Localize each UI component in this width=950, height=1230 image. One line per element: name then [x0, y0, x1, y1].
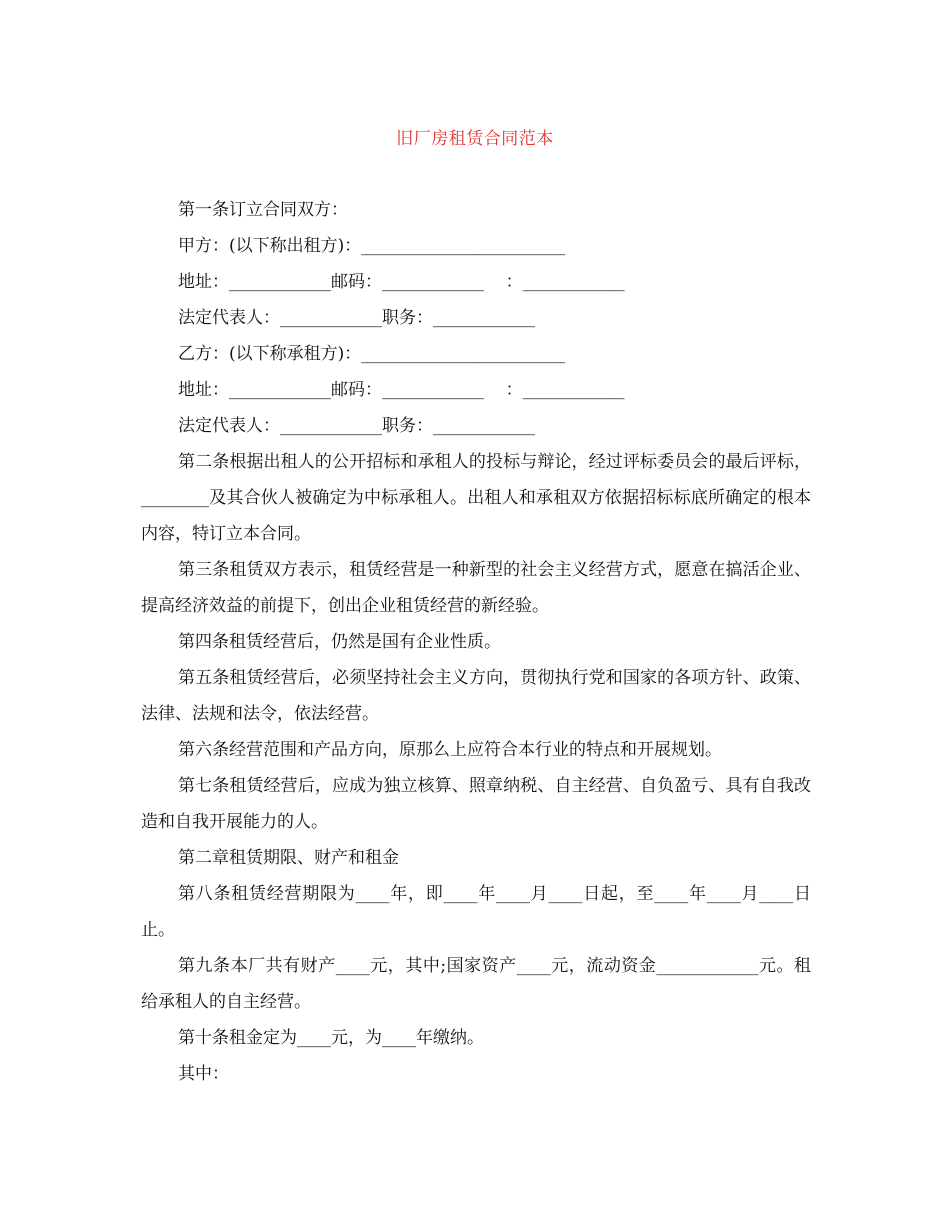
party-b-representative-line: 法定代表人：____________职务：____________ [178, 416, 535, 436]
article-6: 第六条经营范围和产品方向，原那么上应符合本行业的特点和开展规划。 [178, 740, 722, 760]
article-3: 第三条租赁双方表示，租赁经营是一种新型的社会主义经营方式，愿意在搞活企业、提高经济效益的前提下，创出企业租赁经营的新经验。 [141, 560, 811, 616]
article-9: 第九条本厂共有财产____元，其中;国家资产____元，流动资金____________元。租给承租人的自主经营。 [141, 956, 811, 1012]
party-b-line: 乙方：(以下称承租方)：________________________ [178, 344, 566, 364]
article-8: 第八条租赁经营期限为____年，即____年____月____日起，至____年____月____日止。 [141, 884, 811, 940]
article-2: 第二条根据出租人的公开招标和承租人的投标与辩论，经过评标委员会的最后评标，________及其合伙人被确定为中标承租人。出租人和承租双方依据招标标底所确定的根本内容，特订立本合同。 [141, 452, 811, 544]
article-5: 第五条租赁经营后，必须坚持社会主义方向，贯彻执行党和国家的各项方针、政策、法律、法规和法令，依法经营。 [141, 668, 811, 724]
document-body [141, 192, 811, 1092]
chapter-2-heading: 第二章租赁期限、财产和租金 [178, 848, 399, 868]
document-title: 旧厂房租赁合同范本 [396, 129, 554, 149]
party-a-line: 甲方：(以下称出租方)：________________________ [178, 236, 566, 256]
article-7: 第七条租赁经营后，应成为独立核算、照章纳税、自主经营、自负盈亏、具有自我改造和自我开展能力的人。 [141, 776, 811, 832]
article-10: 第十条租金定为____元，为____年缴纳。 [178, 1028, 484, 1048]
party-b-address-line: 地址：____________邮码：____________ ：____________ [178, 380, 625, 400]
article-1-heading: 第一条订立合同双方： [178, 200, 348, 220]
article-10-detail: 其中： [178, 1064, 229, 1084]
article-4: 第四条租赁经营后，仍然是国有企业性质。 [178, 632, 501, 652]
party-a-representative-line: 法定代表人：____________职务：____________ [178, 308, 535, 328]
party-a-address-line: 地址：____________邮码：____________ ：____________ [178, 272, 625, 292]
